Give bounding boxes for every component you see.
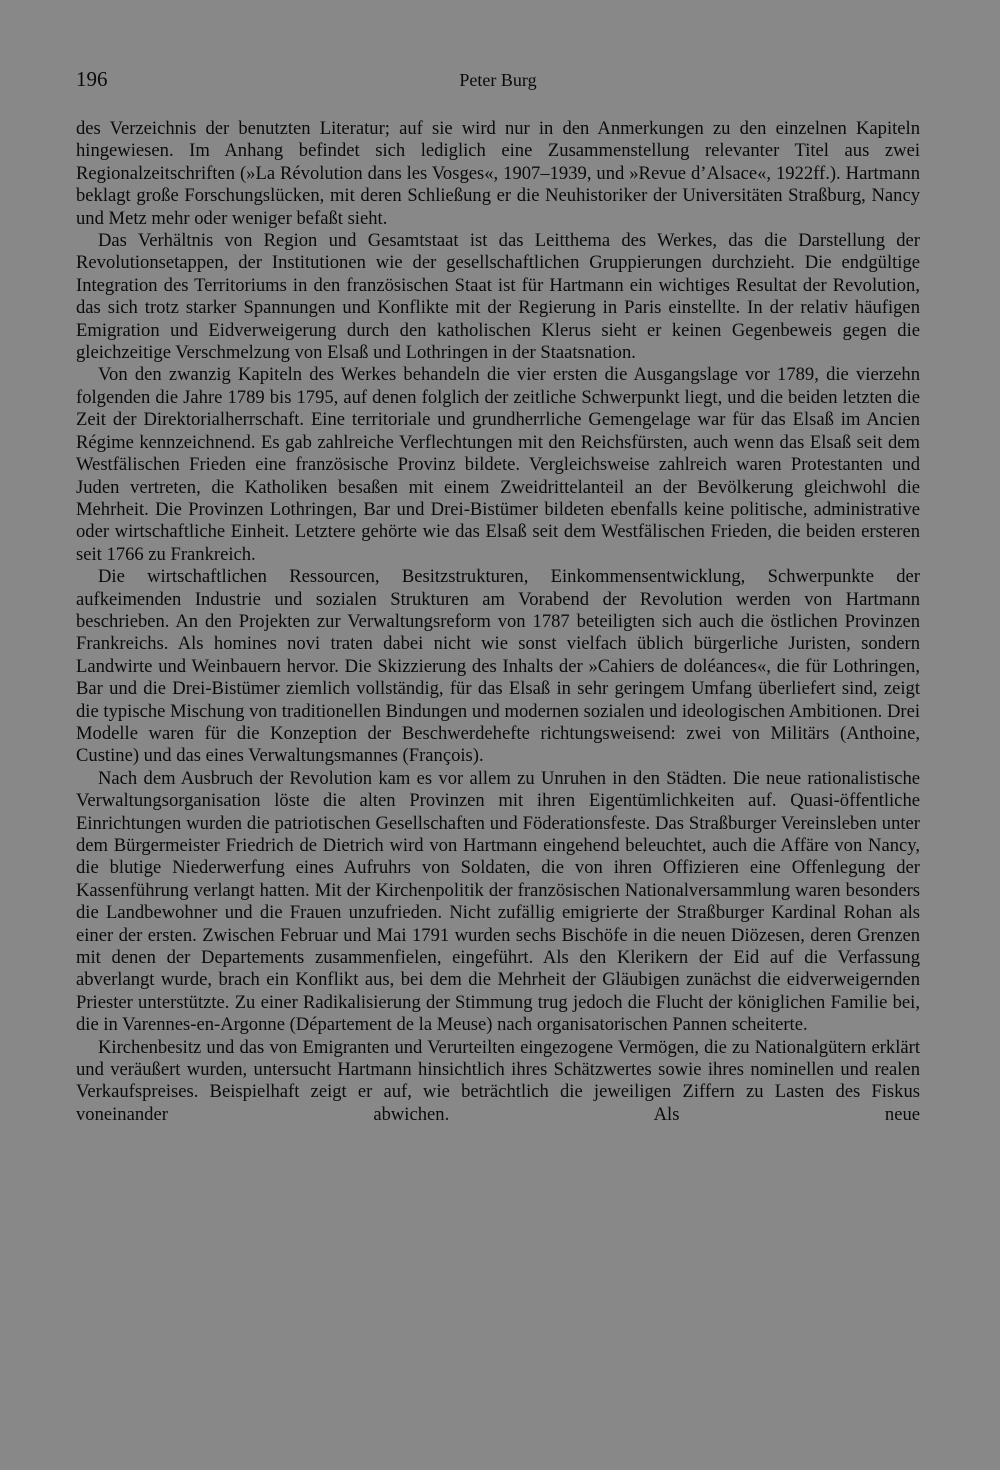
body-text	[76, 118, 920, 1126]
paragraph-economic-resources: Die wirtschaftlichen Ressourcen, Besitzstrukturen, Einkommensentwicklung, Schwerpunkte der aufkeimenden Industrie und sozialen Strukturen am Vorabend der Revolution werden von Hartmann beschrieben. An den Projekten zur Verwaltungsreform von 1787 beteiligten sich auch die östlichen Provinzen Frankreichs. Als homines novi traten dabei nicht wie sonst vielfach üblich bürgerliche Juristen, sondern Landwirte und Weinbauern hervor. Die Skizzierung des Inhalts der »Cahiers de doléances«, die für Lothringen, Bar und die Drei-Bistümer ziemlich vollständig, für das Elsaß in sehr geringem Umfang überliefert sind, zeigt die typische Mischung von traditionellen Bindungen und modernen sozialen und ideologischen Ambitionen. Drei Modelle waren für die Konzeption der Beschwerdehefte richtungsweisend: zwei von Militärs (Anthoine, Custine) und das eines Verwaltungsmannes (François).	[76, 566, 920, 767]
page-number: 196	[76, 67, 108, 91]
paragraph-national-goods: Kirchenbesitz und das von Emigranten und Verurteilten eingezogene Vermögen, die zu Nationalgütern erklärt und veräußert wurden, untersucht Hartmann hinsichtlich ihres Schätzwertes sowie ihres nominellen und realen Verkaufspreises. Beispielhaft zeigt er auf, wie beträchtlich die jeweiligen Ziffern zu Lasten des Fiskus voneinander abwichen. Als neue	[76, 1036, 920, 1125]
running-head	[76, 66, 920, 96]
paragraph-chapters-overview: Von den zwanzig Kapiteln des Werkes behandeln die vier ersten die Ausgangslage vor 1789, die vierzehn folgenden die Jahre 1789 bis 1795, auf denen folglich der zeitliche Schwerpunkt liegt, und die beiden letzten die Zeit der Direktorialherrschaft. Eine territoriale und grundherrliche Gemengelage war für das Elsaß im Ancien Régime kennzeichnend. Es gab zahlreiche Verflechtungen mit den Reichsfürsten, auch wenn das Elsaß seit dem Westfälischen Frieden eine französische Provinz bildete. Vergleichsweise zahlreich waren Protestanten und Juden vertreten, die Katholiken besaßen mit einem Zweidrittelanteil an der Bevölkerung gleichwohl die Mehrheit. Die Provinzen Lothringen, Bar und Drei-Bistümer bildeten ebenfalls keine politische, administrative oder wirtschaftliche Einheit. Letztere gehörte wie das Elsaß seit dem Westfälischen Frieden, die beiden ersteren seit 1766 zu Frankreich.	[76, 364, 920, 565]
paragraph-region-and-state: Das Verhältnis von Region und Gesamtstaat ist das Leitthema des Werkes, das die Darstellung der Revolutionsetappen, der Institutionen wie der gesellschaftlichen Gruppierungen durchzieht. Die endgültige Integration des Territoriums in den französischen Staat ist für Hartmann ein wichtiges Resultat der Revolution, das sich trotz starker Spannungen und Konflikte mit der Regierung in Paris einstellte. In der relativ häufigen Emigration und Eidverweigerung durch den katholischen Klerus sieht er keinen Gegenbeweis gegen die gleichzeitige Verschmelzung von Elsaß und Lothringen in der Staatsnation.	[76, 230, 920, 364]
running-head-author: Peter Burg	[459, 70, 537, 90]
paragraph-outbreak-of-revolution: Nach dem Ausbruch der Revolution kam es vor allem zu Unruhen in den Städten. Die neue rationalistische Verwaltungsorganisation löste die alten Provinzen mit ihren Eigentümlichkeiten auf. Quasi-öffentliche Einrichtungen wurden die patriotischen Gesellschaften und Föderationsfeste. Das Straßburger Vereinsleben unter dem Bürgermeister Friedrich de Dietrich wird von Hartmann eingehend beleuchtet, auch die Affäre von Nancy, die blutige Niederwerfung eines Aufruhrs von Soldaten, die von ihren Offizieren eine Offenlegung der Kassenführung verlangt hatten. Mit der Kirchenpolitik der französischen Nationalversammlung waren besonders die Landbewohner und die Frauen unzufrieden. Nicht zufällig emigrierte der Straßburger Kardinal Rohan als einer der ersten. Zwischen Februar und Mai 1791 wurden sechs Bischöfe in die neuen Diözesen, deren Grenzen mit denen der Departements zusammenfielen, eingeführt. Als den Klerikern der Eid auf die Verfassung abverlangt wurde, brach ein Konflikt aus, bei dem die Mehrheit der Gläubigen zunächst die eidverweigernden Priester unterstützte. Zu einer Radikalisierung der Stimmung trug jedoch die Flucht der königlichen Familie bei, die in Varennes-en-Argonne (Département de la Meuse) nach organisatorischen Pannen scheiterte.	[76, 767, 920, 1036]
paragraph-continued: des Verzeichnis der benutzten Literatur; auf sie wird nur in den Anmerkungen zu den einzelnen Kapiteln hingewiesen. Im Anhang befindet sich lediglich eine Zusammenstellung relevanter Titel aus zwei Regionalzeitschriften (»La Révolution dans les Vosges«, 1907–1939, und »Revue d’Alsace«, 1922ff.). Hartmann beklagt große Forschungslücken, mit deren Schließung er die Neuhistoriker der Universitäten Straßburg, Nancy und Metz mehr oder weniger befaßt sieht.	[76, 118, 920, 229]
